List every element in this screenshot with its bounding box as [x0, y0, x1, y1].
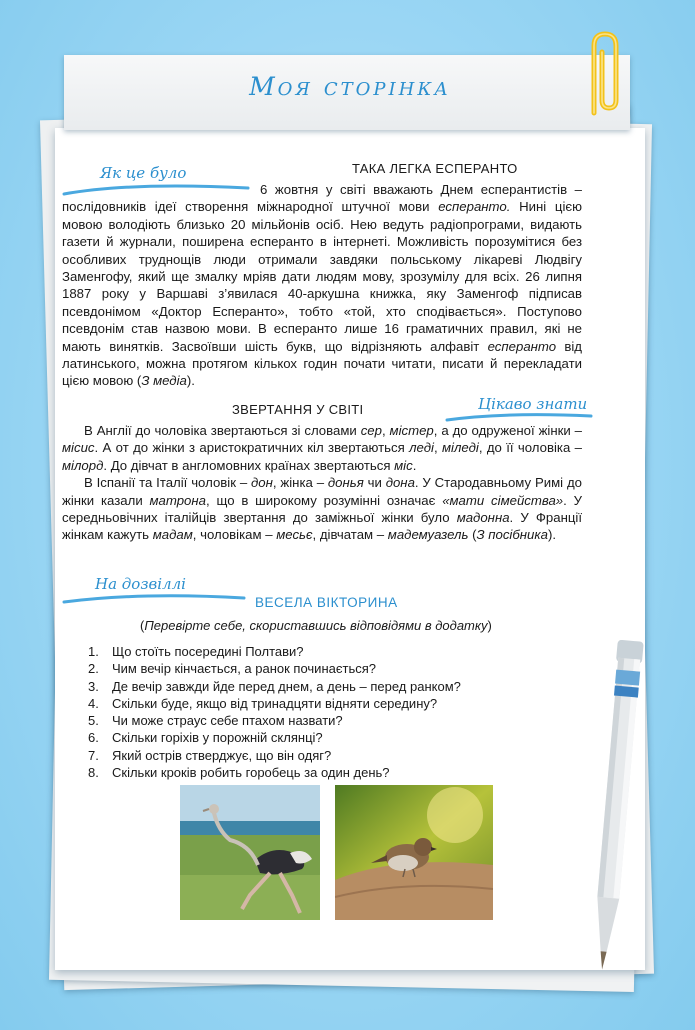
paperclip-icon [580, 28, 630, 123]
section-title-addressing: ЗВЕРТАННЯ У СВІТІ [232, 402, 364, 417]
quiz-item [88, 643, 461, 660]
section-title-esperanto: ТАКА ЛЕГКА ЕСПЕРАНТО [352, 161, 518, 176]
quiz-item-text: Де вечір завжди йде перед днем, а день – перед ранком? [112, 678, 461, 694]
quiz-item [88, 695, 461, 712]
label-leisure: На дозвіллі [95, 575, 186, 593]
quiz-item-text: Скільки буде, якщо від тринадцяти відняти середину? [112, 695, 438, 711]
quiz-subtitle: (Перевірте себе, скориставшись відповідями в додатку) [140, 618, 492, 633]
quiz-item-number: 5. [88, 713, 99, 729]
quiz-item [88, 660, 461, 677]
quiz-item-text: Який острів стверджує, що він одяг? [112, 747, 332, 763]
label-history: Як це було [100, 164, 187, 182]
quiz-item-text: Скільки кроків робить горобець за один день? [112, 765, 390, 781]
quiz-item-text: Чи може страус себе птахом назвати? [112, 713, 343, 729]
ostrich-photo [180, 785, 320, 920]
quiz-item [88, 678, 461, 695]
quiz-item-number: 2. [88, 661, 99, 677]
quiz-item [88, 764, 461, 781]
label-interesting: Цікаво знати [478, 395, 588, 413]
quiz-item [88, 729, 461, 746]
page-title: Моя сторінка [249, 72, 451, 101]
pencil-icon [585, 640, 645, 980]
esperanto-text: 6 жовтня у світі вважають Днем есперантистів – послідовників ідеї створення міжнародної штучної мови есперанто. Нині цією мовою володіють близько 20 мільйонів осіб. Нею ведуть радіопрограми, видають газети й журнали, поширена есперанто в інтернеті. Можливість порозумітися без особливих труднощів люди отримали завдяки польському лікареві Людвігу Заменгофу, який ще змалку мріяв дати людям мову, зрозумілу для всіх. 26 липня 1887 року у Варшаві з’явилася 40-аркушна книжка, яку Заменгоф підписав псевдонімом «Доктор Есперанто», тобто «той, хто сподівається». Поступово псевдонім став назвою мови. В есперанто лише 16 граматичних правил, які не мають винятків. Засвоївши шість букв, що відрізняють алфавіт есперанто від латинського, можна протягом кількох годин почати читати, писати й перекладати цією мовою (З медіа). [62, 182, 583, 389]
sparrow-photo [335, 785, 493, 920]
quiz-item-number: 1. [88, 644, 99, 659]
quiz-item-text: Скільки горіхів у порожній склянці? [112, 730, 323, 746]
quiz-item [88, 712, 461, 729]
quiz-item-number: 8. [88, 765, 99, 781]
quiz-item-number: 3. [88, 678, 99, 694]
addressing-text: В Англії до чоловіка звертаються зі словами сер, містер, а до одруженої жінки – місис. А от до жінки з аристократичних кіл звертаються леді, міледі, до її чоловіка – мілорд. До дівчат в англомовних країнах звертаються міс. В Іспанії та Італії чоловік – дон, жінка – донья чи дона. У Стародавньому Римі до жінки казали матрона, що в широкому розумінні означає «мати сімейства». У середньовічних італійців звертання до заміжньої жінки було мадонна. У Франції жінкам кажуть мадам, чоловікам – месьє, дівчатам – мадемуазель (З посібника). [62, 423, 582, 543]
quiz-item-text: Чим вечір кінчається, а ранок починається? [112, 661, 376, 677]
quiz-item [88, 747, 461, 764]
quiz-item-number: 6. [88, 730, 99, 746]
quiz-title: ВЕСЕЛА ВІКТОРИНА [255, 595, 398, 610]
quiz-item-text: Що стоїть посередині Полтави? [112, 644, 304, 659]
quiz-item-number: 4. [88, 695, 99, 711]
quiz-item-number: 7. [88, 747, 99, 763]
quiz-list [88, 643, 461, 781]
